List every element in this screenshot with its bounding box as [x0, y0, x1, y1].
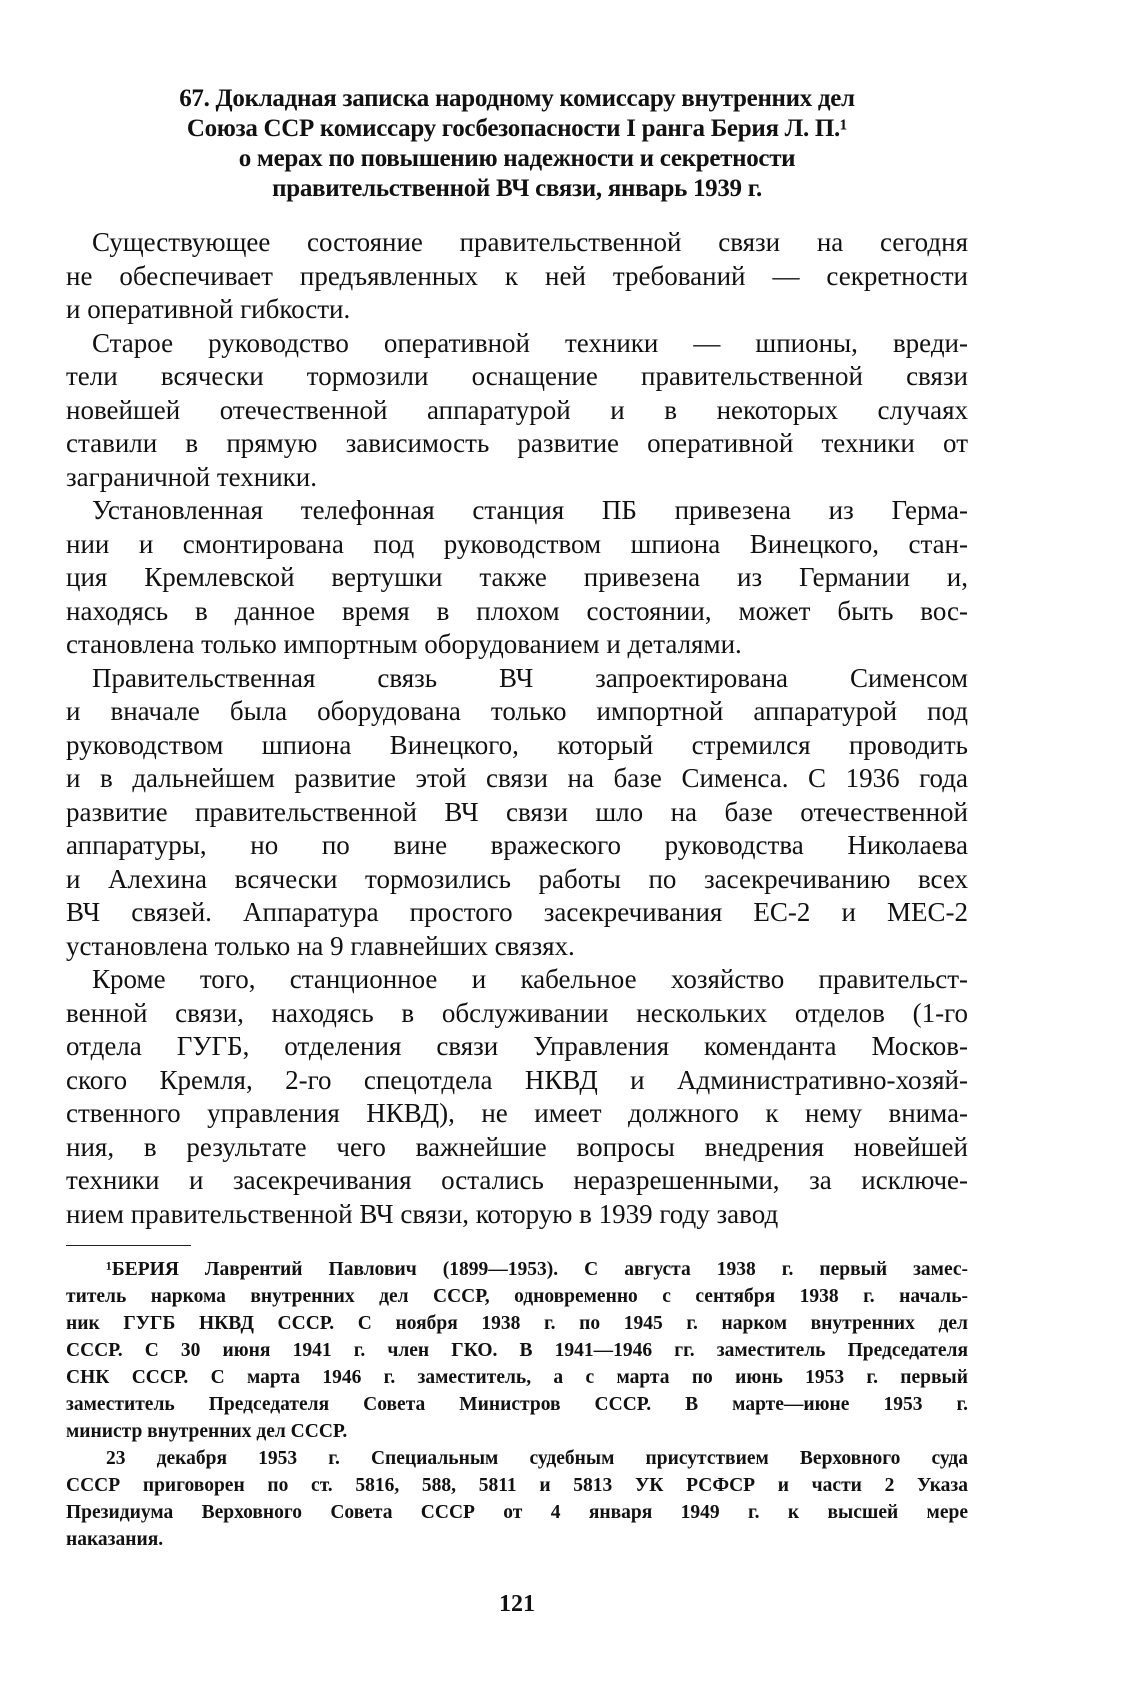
text-line: новейшей отечественной аппаратурой и в некоторых случаях [66, 394, 968, 425]
text-line: министр внутренних дел СССР. [66, 1421, 348, 1442]
text-line: заграничной техники. [66, 461, 317, 492]
text-line: ского Кремля, 2-го спецотдела НКВД и Административно-хозяй- [66, 1064, 968, 1095]
paragraph [66, 494, 968, 662]
text-line: не обеспечивает предъявленных к ней требований — секретности [66, 260, 968, 291]
text-line: техники и засекречивания остались неразрешенными, за исключе- [66, 1165, 968, 1195]
paragraph [66, 662, 968, 964]
text-line: ставили в прямую зависимость развитие оперативной техники от [66, 428, 968, 458]
text-line: ник ГУГБ НКВД СССР. С ноября 1938 г. по 1945 г. нарком внутренних дел [66, 1313, 968, 1334]
text-line: нием правительственной ВЧ связи, которую в 1939 году завод [66, 1198, 779, 1229]
text-line: ¹БЕРИЯ Лаврентий Павлович (1899—1953). С августа 1938 г. первый замес- [106, 1259, 968, 1280]
title-line: о мерах по повышению надежности и секретности [238, 145, 796, 172]
text-line: титель наркома внутренних дел СССР, одновременно с сентября 1938 г. началь- [66, 1286, 968, 1307]
text-line: наказания. [66, 1529, 164, 1550]
document-title [66, 84, 968, 204]
paragraph [66, 226, 968, 327]
text-line: ция Кремлевской вертушки также привезена из Германии и, [66, 562, 968, 592]
text-line: и оперативной гибкости. [66, 294, 351, 324]
text-line: ВЧ связей. Аппаратура простого засекречивания ЕС-2 и МЕС-2 [66, 897, 968, 927]
text-line: и в дальнейшем развитие этой связи на базе Сименса. С 1936 года [66, 763, 968, 793]
text-line: СНК СССР. С марта 1946 г. заместитель, а с марта по июнь 1953 г. первый [66, 1367, 968, 1388]
text-line: и вначале была оборудована только импортной аппаратурой под [66, 696, 968, 726]
text-line: Кроме того, станционное и кабельное хозяйство правительст- [92, 964, 968, 994]
paragraph [66, 327, 968, 495]
text-line: венной связи, находясь в обслуживании нескольких отделов (1-го [66, 997, 968, 1028]
title-line: правительственной ВЧ связи, январь 1939 г. [272, 175, 762, 202]
text-line: отдела ГУГБ, отделения связи Управления коменданта Москов- [66, 1031, 968, 1061]
text-line: аппаратуры, но по вине вражеского руководства Николаева [66, 830, 968, 860]
text-line: заместитель Председателя Совета Министров СССР. В марте—июне 1953 г. [66, 1394, 968, 1415]
text-line: становлена только импортным оборудованием и деталями. [66, 629, 742, 659]
text-line: руководством шпиона Винецкого, который стремился проводить [66, 729, 968, 760]
text-line: нии и смонтирована под руководством шпиона Винецкого, стан- [66, 528, 968, 559]
text-line: и Алехина всячески тормозились работы по засекречиванию всех [66, 863, 968, 894]
text-line: Президиума Верховного Совета СССР от 4 января 1949 г. к высшей мере [66, 1502, 968, 1523]
text-line: установлена только на 9 главнейших связях. [66, 930, 575, 961]
footnote [66, 1445, 968, 1553]
text-line: тели всячески тормозили оснащение правительственной связи [66, 361, 968, 391]
text-line: 23 декабря 1953 г. Специальным судебным присутствием Верховного суда [106, 1448, 968, 1469]
text-line: Старое руководство оперативной техники — шпионы, вреди- [92, 327, 968, 358]
title-line: 67. Докладная записка народному комиссару внутренних дел [179, 85, 855, 112]
text-line: находясь в данное время в плохом состоянии, может быть вос- [66, 595, 968, 626]
text-line: Правительственная связь ВЧ запроектирована Сименсом [92, 662, 968, 693]
document-body [66, 226, 968, 1231]
text-line: СССР. С 30 июня 1941 г. член ГКО. В 1941—1946 гг. заместитель Председателя [66, 1340, 968, 1361]
text-line: СССР приговорен по ст. 5816, 588, 5811 и 5813 УК РСФСР и части 2 Указа [66, 1475, 968, 1496]
text-line: развитие правительственной ВЧ связи шло на базе отечественной [66, 796, 968, 827]
title-line: Союза ССР комиссару госбезопасности I ранга Берия Л. П.¹ [186, 115, 848, 142]
text-line: ния, в результате чего важнейшие вопросы внедрения новейшей [66, 1131, 968, 1162]
text-line: Установленная телефонная станция ПБ привезена из Герма- [92, 495, 968, 525]
text-line: ственного управления НКВД), не имеет должного к нему внима- [66, 1098, 968, 1128]
footnotes [66, 1256, 968, 1553]
paragraph [66, 963, 968, 1231]
page-number: 121 [499, 1591, 535, 1617]
text-line: Существующее состояние правительственной связи на сегодня [92, 227, 968, 257]
footnote [66, 1256, 968, 1445]
footnote-divider [66, 1245, 191, 1246]
